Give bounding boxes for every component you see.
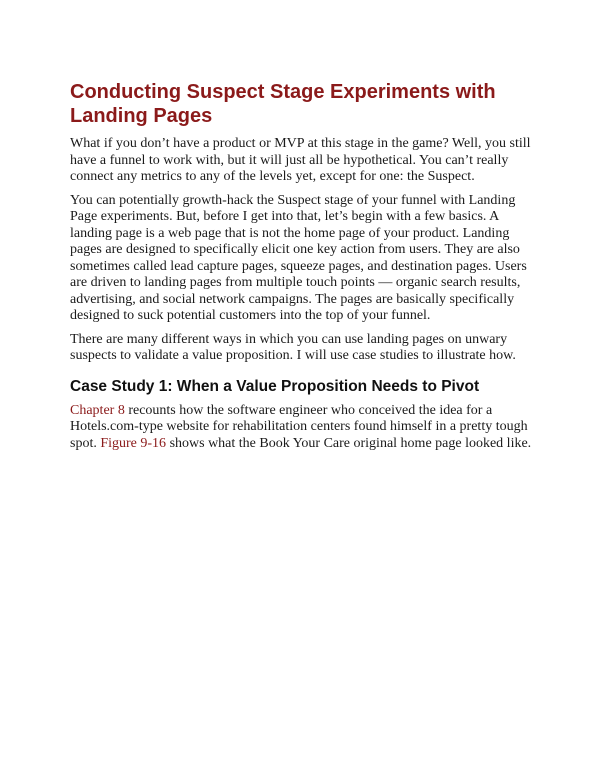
case-study-text-1: recounts how the software engineer who conceived the idea for a Hotels.com-type website for rehabilitation centers found himself in a pretty tough spot.	[70, 402, 528, 451]
paragraph-case-study-1	[70, 403, 532, 453]
case-study-heading: Case Study 1: When a Value Proposition Needs to Pivot	[70, 377, 480, 395]
case-study-text-2: shows what the Book Your Care original home page looked like.	[166, 435, 532, 451]
document-page	[70, 80, 532, 459]
paragraph-landing-pages: You can potentially growth-hack the Suspect stage of your funnel with Landing Page experiments. But, before I get into that, let’s begin with a few basics. A landing page is a web page that is not the home page of your product. Landing pages are designed to specifically elicit one key action from users. They are also sometimes called lead capture pages, squeeze pages, and destination pages. Users are driven to landing pages from multiple touch points — organic search results, advertising, and social network campaigns. The pages are basically specifically designed to suck potential customers into the top of your funnel.	[70, 192, 527, 323]
chapter-8-link[interactable]: Chapter 8	[70, 402, 125, 418]
paragraph-case-studies: There are many different ways in which you can use landing pages on unwary suspects to validate a value proposition. I will use case studies to illustrate how.	[70, 331, 516, 363]
figure-9-16-link[interactable]: Figure 9-16	[100, 435, 167, 451]
section-title: Conducting Suspect Stage Experiments with Landing Pages	[70, 81, 496, 127]
paragraph-intro: What if you don’t have a product or MVP at this stage in the game? Well, you still have a funnel to work with, but it will just all be hypothetical. You can’t really connect any metrics to any of the levels yet, except for one: the Suspect.	[70, 136, 531, 184]
